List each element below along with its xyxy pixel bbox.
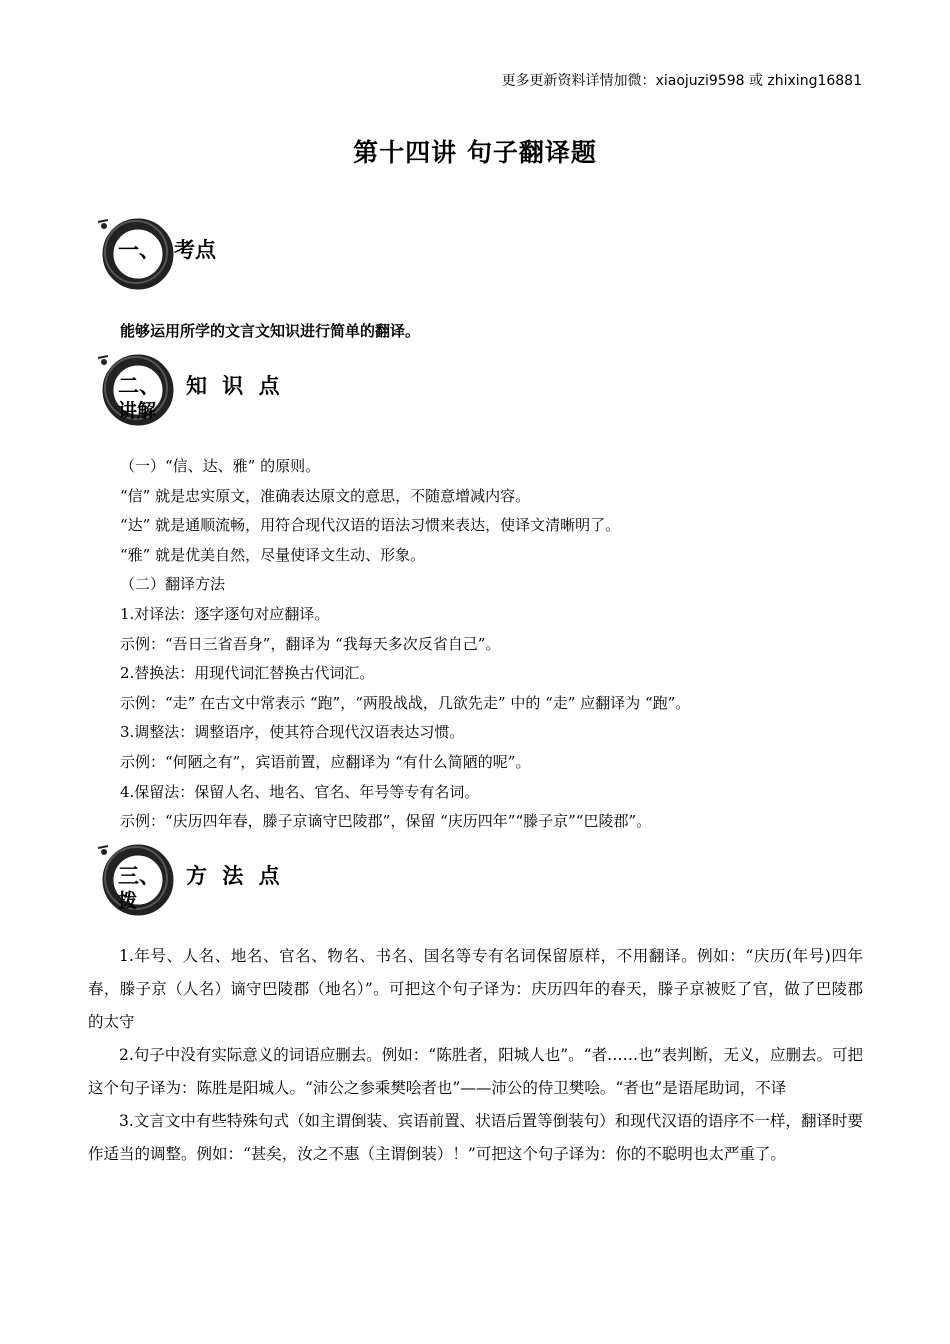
- text-line: 2.替换法：用现代词汇替换古代词汇。: [120, 664, 375, 683]
- section-number-tail: 拨: [118, 890, 138, 912]
- section-title: 考点: [174, 238, 216, 262]
- section-title: 方 法 点: [186, 864, 284, 888]
- text-line: 3.调整法：调整语序，使其符合现代汉语表达习惯。: [120, 723, 465, 742]
- knowledge-points: [120, 452, 880, 837]
- page-title: 第十四讲 句子翻译题: [353, 138, 597, 167]
- paragraph: 2.句子中没有实际意义的词语应删去。例如：“陈胜者，阳城人也”。“者……也”表判断，无义，应删去。可把这个句子译为：陈胜是阳城人。“沛公之参乘樊哙者也”——沛公的侍卫樊哙。“者也”是语尾助词，不译: [88, 1046, 863, 1097]
- section-number-tail: 讲解: [118, 400, 157, 422]
- text-line: “达” 就是通顺流畅，用符合现代汉语的语法习惯来表达，使译文清晰明了。: [120, 516, 621, 535]
- section-heading-kaodian: [96, 214, 496, 294]
- paragraph: 3.文言文中有些特殊句式（如主谓倒装、宾语前置、状语后置等倒装句）和现代汉语的语序不一样，翻译时要作适当的调整。例如：“甚矣，汝之不惠（主谓倒装）！”可把这个句子译为：你的不聪明也太严重了。: [88, 1112, 863, 1163]
- section-number: 一、: [118, 238, 160, 262]
- text-line: 示例：“庆历四年春，滕子京谪守巴陵郡”，保留 “庆历四年”“滕子京”“巴陵郡”。: [120, 812, 652, 831]
- paragraph: 1.年号、人名、地名、官名、物名、书名、国名等专有名词保留原样，不用翻译。例如：“庆历(年号)四年春，滕子京（人名）谪守巴陵郡（地名）”。可把这个句子译为：庆历四年的春天，滕子京被贬了官，做了巴陵郡的太守: [88, 947, 863, 1031]
- text-line: 示例：“吾日三省吾身”，翻译为 “我每天多次反省自己”。: [120, 634, 501, 653]
- text-line: 示例：“何陋之有”，宾语前置，应翻译为 “有什么简陋的呢”。: [120, 752, 531, 771]
- section-number: 三、: [118, 864, 160, 888]
- text-line: 示例：“走” 在古文中常表示 “跑”，“两股战战，几欲先走” 中的 “走” 应翻译为 “跑”。: [120, 693, 691, 712]
- method-paragraphs: [88, 940, 863, 1171]
- header-note: 更多更新资料详情加微：xiaojuzi9598 或 zhixing16881: [501, 73, 862, 89]
- text-line: 1.对译法：逐字逐句对应翻译。: [120, 604, 330, 623]
- section-number: 二、: [118, 374, 160, 398]
- text-line: 4.保留法：保留人名、地名、官名、年号等专有名词。: [120, 782, 480, 801]
- section-heading-zhishidian: [96, 350, 496, 430]
- section-heading-fangfadian: [96, 840, 496, 920]
- text-line: （一）“信、达、雅” 的原则。: [120, 457, 321, 475]
- section-title: 知 识 点: [186, 374, 284, 398]
- text-line: “雅” 就是优美自然，尽量使译文生动、形象。: [120, 545, 426, 564]
- text-line: （二）翻译方法: [120, 575, 226, 594]
- text-line: “信” 就是忠实原文，准确表达原文的意思，不随意增减内容。: [120, 486, 531, 505]
- learning-goal: 能够运用所学的文言文知识进行简单的翻译。: [120, 322, 421, 340]
